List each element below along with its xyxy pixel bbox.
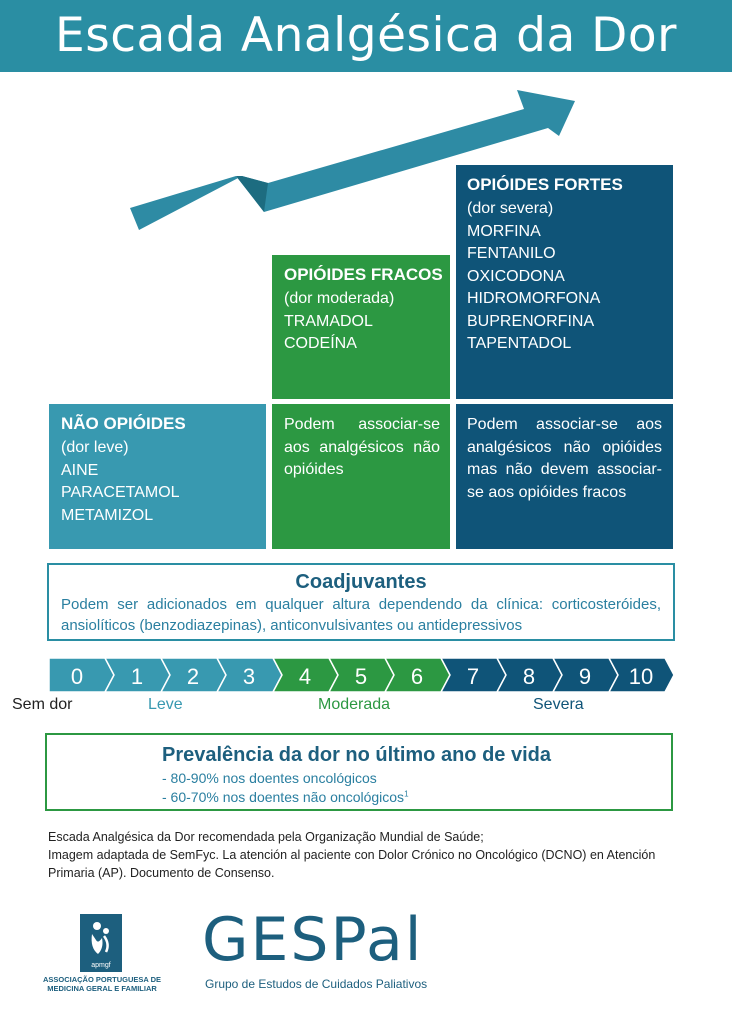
coadjuvantes-title: Coadjuvantes: [295, 571, 427, 593]
step-title: OPIÓIDES FORTES: [467, 175, 623, 194]
coadjuvantes-box: [47, 563, 675, 641]
drug-item: FENTANILO: [467, 245, 556, 262]
note-opioides-fracos: Podem associar-se aos analgésicos não opióides: [272, 404, 450, 549]
prevalence-item: - 80-90% nos doentes oncológicos: [162, 770, 377, 786]
page-title: Escada Analgésica da Dor: [55, 8, 677, 63]
scale-label-mild: Leve: [148, 696, 183, 713]
scale-value: 2: [186, 664, 200, 689]
scale-value: 8: [522, 664, 536, 689]
footnote-mark: 1: [404, 789, 409, 799]
step-title: OPIÓIDES FRACOS: [284, 265, 443, 284]
scale-value: 7: [466, 664, 480, 689]
source-line: Imagem adaptada de SemFyc. La atención al paciente con Dolor Crónico no Oncológico (DCNO) en Atención Primaria (AP). Documento de Consenso.: [48, 848, 656, 880]
step-nao-opioides: [49, 404, 266, 549]
scale-label-severe: Severa: [533, 696, 584, 713]
scale-value: 1: [130, 664, 144, 689]
gespal-tagline: Grupo de Estudos de Cuidados Paliativos: [205, 977, 428, 991]
note-opioides-fortes: Podem associar-se aos analgésicos não opióides mas não devem associar-se aos opióides fracos: [456, 404, 673, 549]
scale-value: 5: [354, 664, 368, 689]
step-subtitle: (dor severa): [467, 200, 554, 217]
drug-item: AINE: [61, 461, 99, 479]
drug-item: HIDROMORFONA: [467, 290, 601, 307]
apmgf-name: ASSOCIAÇÃO PORTUGUESA DE MEDICINA GERAL E FAMILIAR: [42, 975, 162, 993]
prevalence-item-text: - 60-70% nos doentes não oncológicos: [162, 789, 405, 805]
drug-item: BUPRENORFINA: [467, 312, 595, 330]
step-opioides-fracos: [272, 255, 450, 399]
step-opioides-fortes: [456, 165, 673, 399]
prevalence-item: [162, 789, 409, 805]
pain-scale: [0, 658, 732, 694]
apmgf-logo-icon: [80, 914, 122, 972]
drug-item: MORFINA: [467, 222, 541, 240]
prevalence-box: [45, 733, 673, 811]
scale-value: 10: [628, 664, 654, 689]
drug-item: PARACETAMOL: [61, 484, 180, 501]
step-subtitle: (dor leve): [61, 439, 129, 456]
drug-item: TAPENTADOL: [467, 335, 572, 352]
coadjuvantes-text: Podem ser adicionados em qualquer altura dependendo da clínica: corticosteróides, ansiolíticos (benzodiazepinas), anticonvulsivantes ou antidepressivos: [61, 596, 661, 634]
drug-item: OXICODONA: [467, 267, 565, 285]
scale-label-none: Sem dor: [12, 696, 73, 713]
scale-label-moderate: Moderada: [318, 696, 391, 713]
scale-value: 6: [410, 664, 424, 689]
drug-item: CODEÍNA: [284, 335, 357, 352]
scale-value: 9: [578, 664, 592, 689]
drug-item: TRAMADOL: [284, 312, 373, 330]
apmgf-mark: apmgf: [91, 962, 111, 969]
scale-value: 3: [242, 664, 256, 689]
scale-value: 4: [298, 664, 312, 689]
prevalence-title: Prevalência da dor no último ano de vida: [162, 744, 551, 766]
step-title: NÃO OPIÓIDES: [61, 414, 186, 433]
gespal-logo: GESPal: [202, 905, 424, 975]
source-note: [48, 828, 698, 882]
scale-value: 0: [70, 664, 84, 689]
drug-item: METAMIZOL: [61, 506, 154, 524]
step-subtitle: (dor moderada): [284, 290, 395, 307]
source-line: Escada Analgésica da Dor recomendada pela Organização Mundial de Saúde;: [48, 830, 484, 844]
